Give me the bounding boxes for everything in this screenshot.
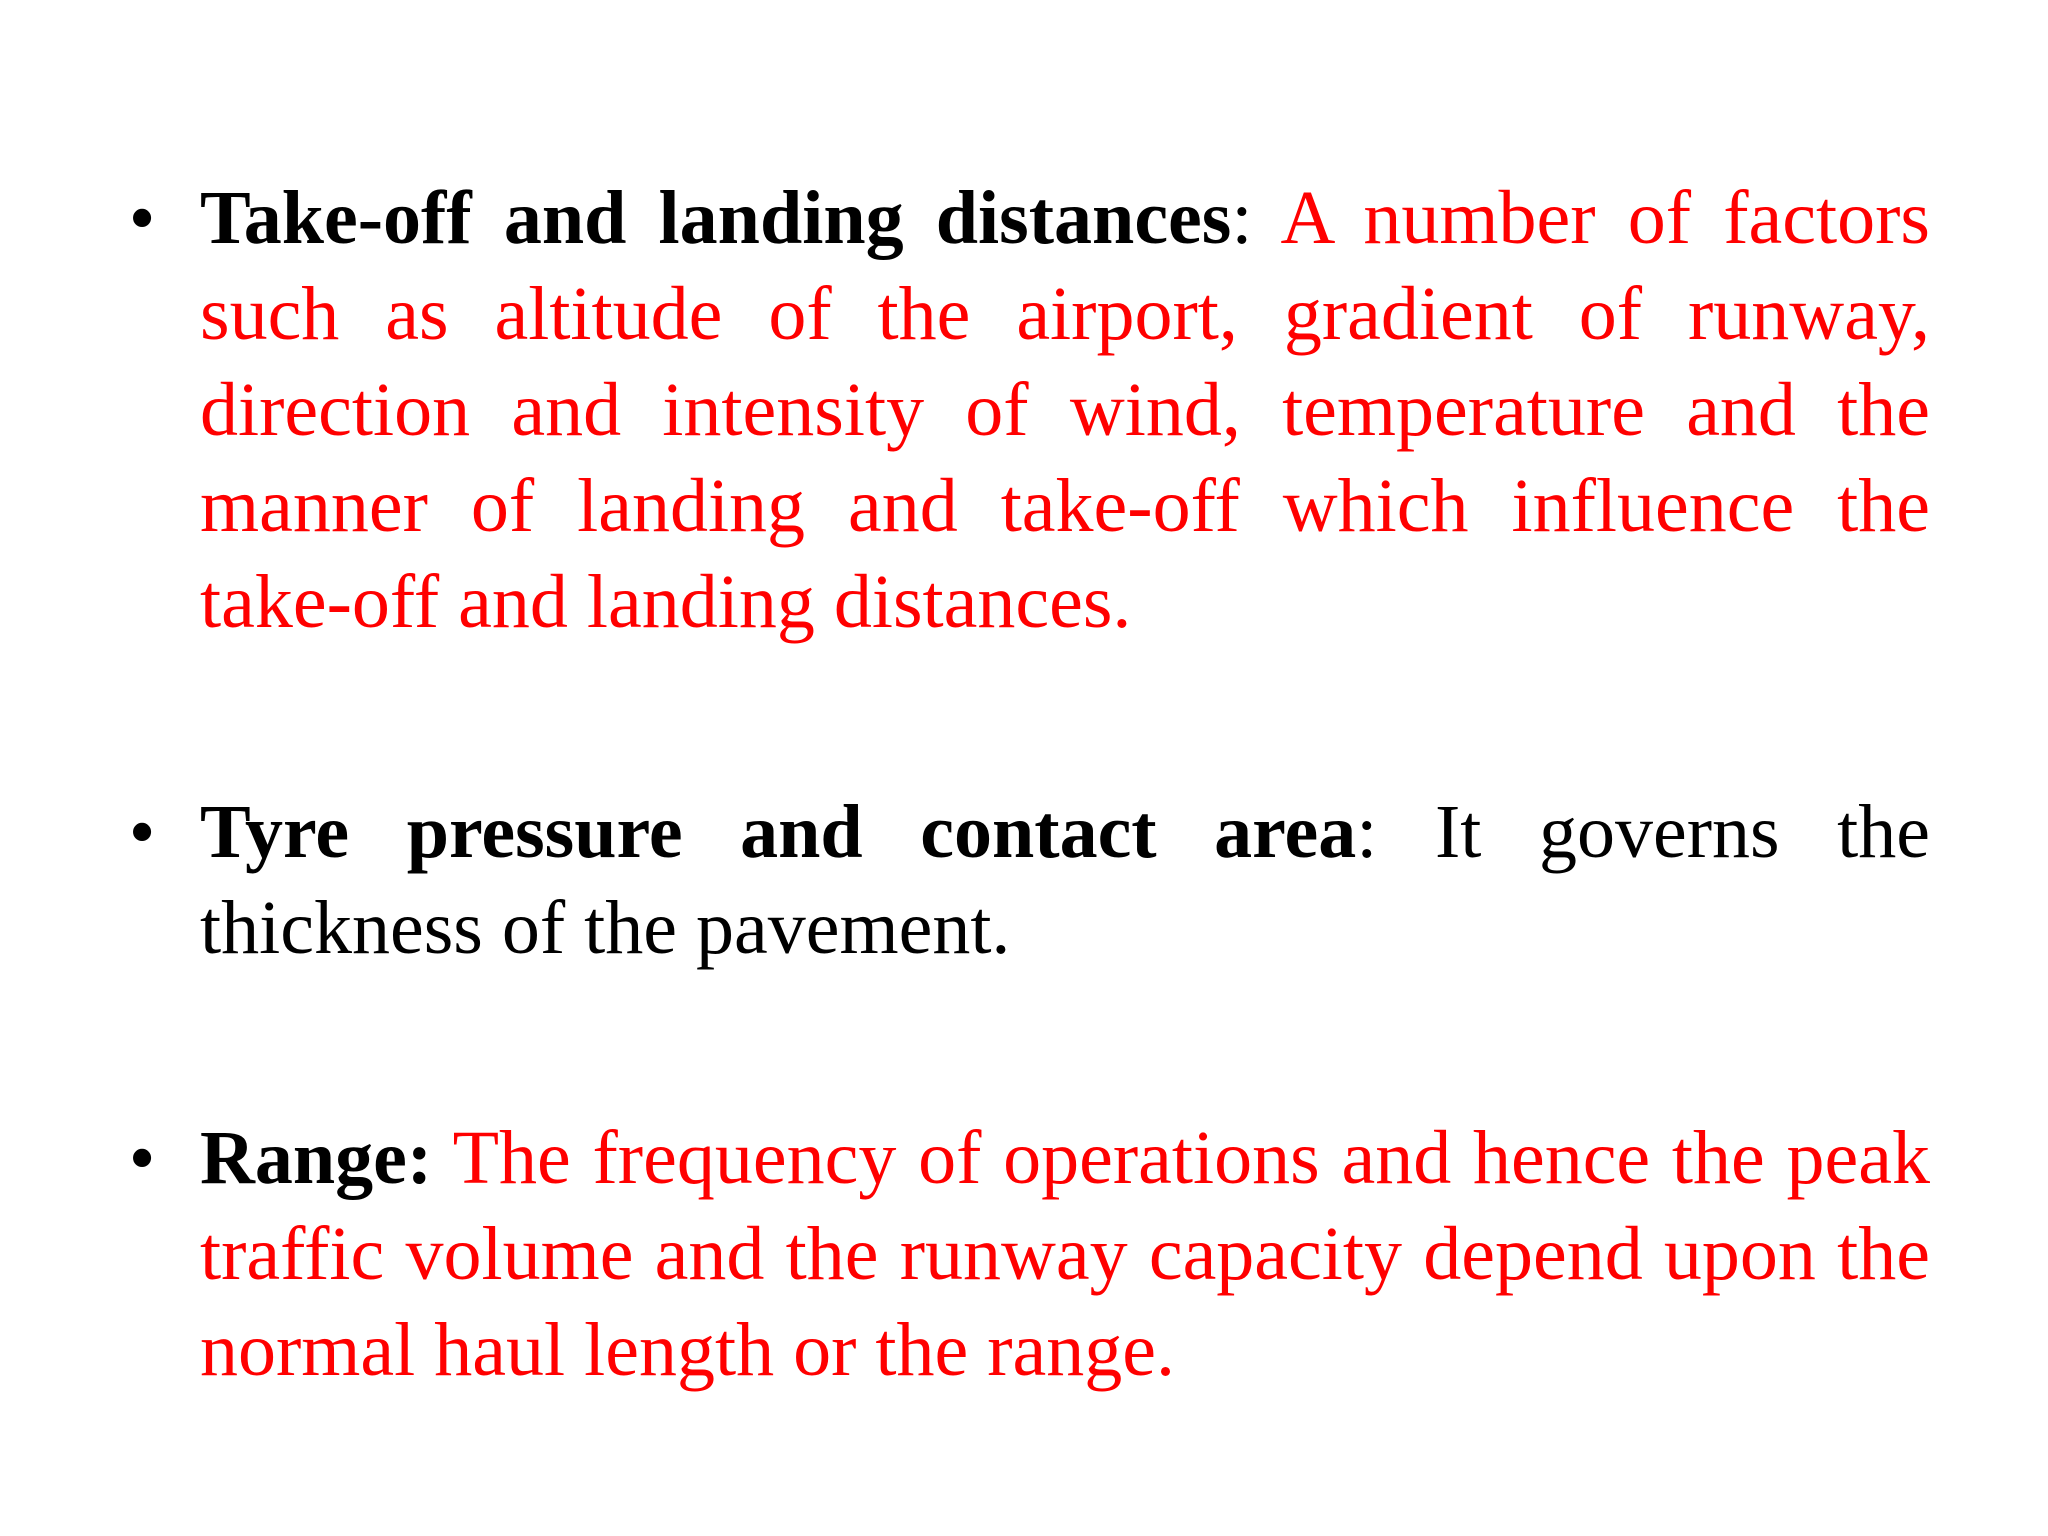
bullet-icon: • <box>128 176 156 260</box>
bullet-icon: • <box>128 1116 156 1200</box>
bullet-icon: • <box>128 790 156 874</box>
bullet-separator: : <box>1356 790 1378 874</box>
bullet-description: The frequency of operations and hence the peak traffic volume and the runway capacity depend upon the normal haul length or the range. <box>200 1116 1930 1392</box>
bullet-item-tyre-pressure <box>128 784 1931 976</box>
bullet-description: It governs the thickness of the pavement. <box>200 790 1931 970</box>
bullet-separator: : <box>1231 176 1253 260</box>
bullet-description: A number of factors such as altitude of the airport, gradient of runway, direction and intensity of wind, temperature and the manner of landing and take-off which influence the take-off and landing distances. <box>200 176 1930 644</box>
bullet-item-takeoff-landing <box>128 170 1930 650</box>
bullet-term: Tyre pressure and contact area <box>200 790 1357 874</box>
bullet-term: Range: <box>200 1116 433 1200</box>
bullet-term: Take-off and landing distances <box>200 176 1232 260</box>
bullet-item-range <box>128 1110 1930 1398</box>
